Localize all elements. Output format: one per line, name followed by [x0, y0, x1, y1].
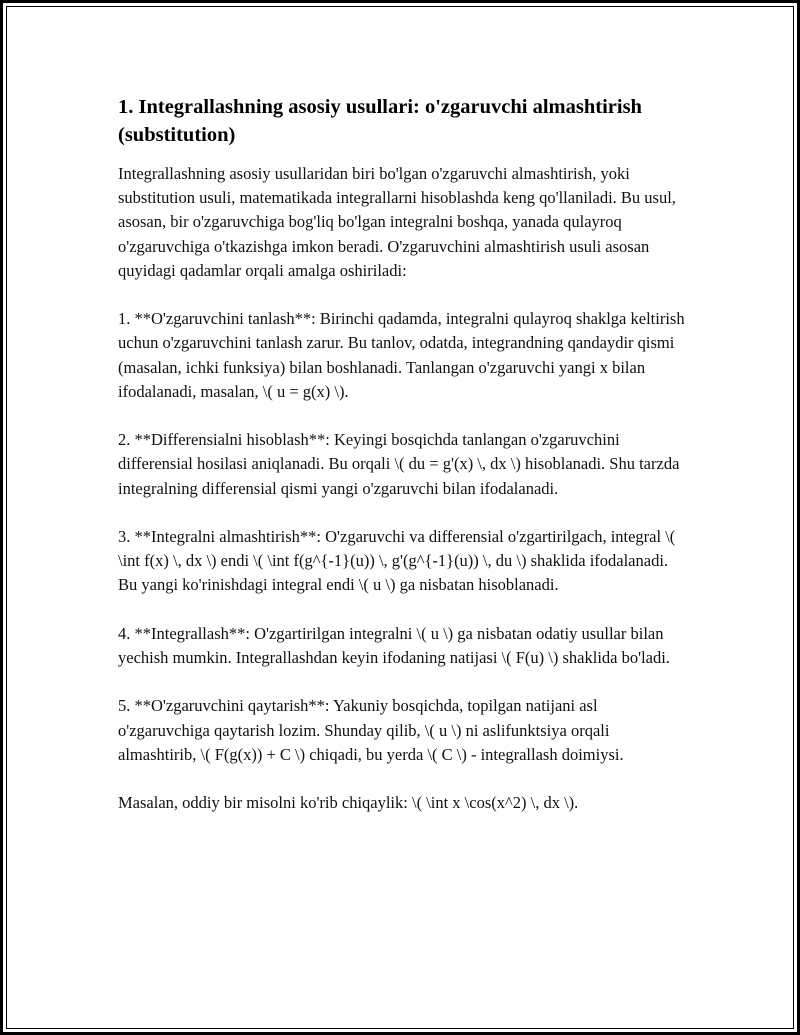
- document-body: [118, 93, 688, 815]
- example-paragraph: Masalan, oddiy bir misolni ko'rib chiqaylik: \( \int x \cos(x^2) \, dx \).: [118, 793, 579, 813]
- step-2-paragraph: 2. **Differensialni hisoblash**: Keyingi bosqichda tanlangan o'zgaruvchini differensial hosilasi aniqlanadi. Bu orqali \( du = g'(x) \, dx \) hisoblanadi. Shu tarzda integralning differensial qismi yangi o'zgaruvchi bilan ifodalanadi.: [118, 430, 680, 498]
- intro-paragraph: Integrallashning asosiy usullaridan biri bo'lgan o'zgaruvchi almashtirish, yoki substitution usuli, matematikada integrallarni hisoblashda keng qo'llaniladi. Bu usul, asosan, bir o'zgaruvchiga bog'liq bo'lgan integralni boshqa, yanada qulayroq o'zgaruvchiga o'tkazishga imkon beradi. O'zgaruvchini almashtirish usuli asosan quyidagi qadamlar orqali amalga oshiriladi:: [118, 164, 676, 280]
- paragraph-gap: [118, 283, 688, 307]
- paragraph-gap: [118, 501, 688, 525]
- step-3-paragraph: 3. **Integralni almashtirish**: O'zgaruvchi va differensial o'zgartirilgach, integral \( \int f(x) \, dx \) endi \( \int f(g^{-1}(u)) \, g'(g^{-1}(u)) \, du \) shaklida ifodalanadi. Bu yangi ko'rinishdagi integral endi \( u \) ga nisbatan hisoblanadi.: [118, 527, 676, 595]
- paragraph-gap: [118, 598, 688, 622]
- section-title: 1. Integrallashning asosiy usullari: o'zgaruvchi almashtirish (substitution): [118, 96, 642, 146]
- paragraph-gap: [118, 767, 688, 791]
- step-4-paragraph: 4. **Integrallash**: O'zgartirilgan integralni \( u \) ga nisbatan odatiy usullar bilan yechish mumkin. Integrallashdan keyin ifodaning natijasi \( F(u) \) shaklida bo'ladi.: [118, 623, 670, 667]
- paragraph-gap: [118, 670, 688, 694]
- paragraph-gap: [118, 404, 688, 428]
- step-5-paragraph: 5. **O'zgaruvchini qaytarish**: Yakuniy bosqichda, topilgan natijani asl o'zgaruvchiga qaytarish lozim. Shunday qilib, \( u \) ni aslifunktsiya orqali almashtirib, \( F(g(x)) + C \) chiqadi, bu yerda \( C \) - integrallash doimiysi.: [118, 696, 624, 764]
- step-1-paragraph: 1. **O'zgaruvchini tanlash**: Birinchi qadamda, integralni qulayroq shaklga keltirish uchun o'zgaruvchini tanlash zarur. Bu tanlov, odatda, integrandning qandaydir qismi (masalan, ichki funksiya) bilan boshlanadi. Tanlangan o'zgaruvchi yangi x bilan ifodalanadi, masalan, \( u = g(x) \).: [118, 309, 685, 401]
